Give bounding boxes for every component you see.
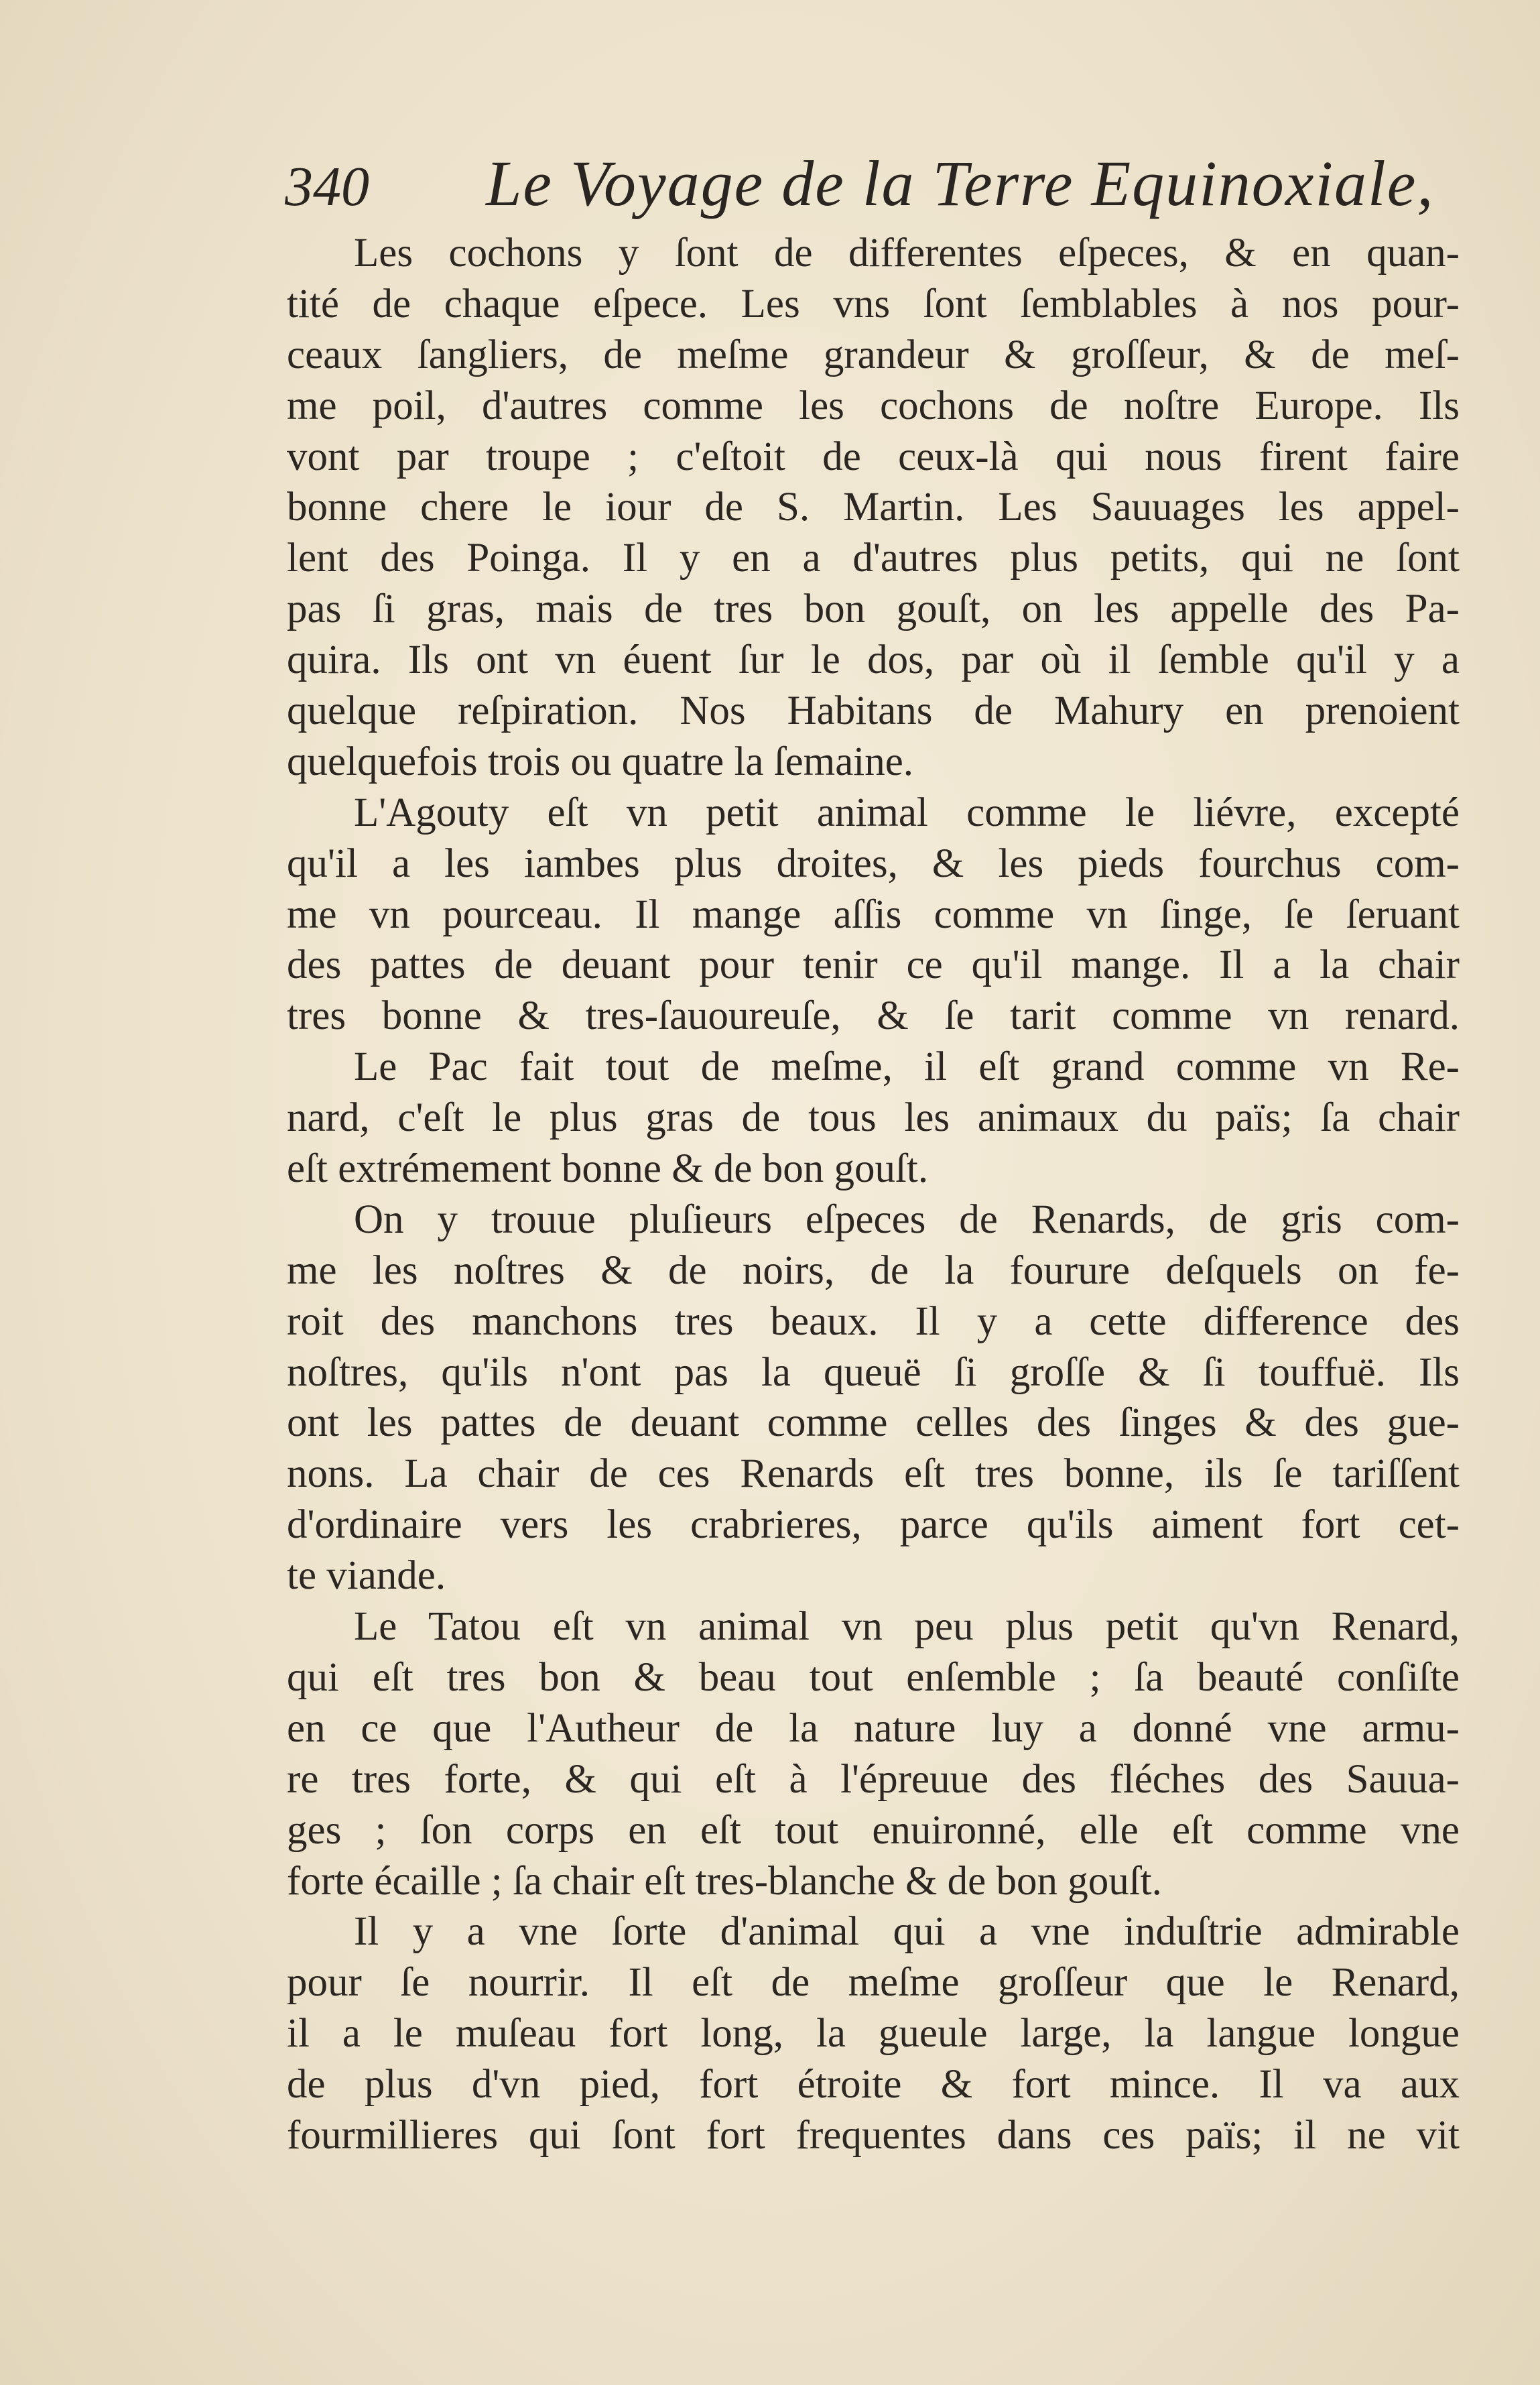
text-line: me les noſtres & de noirs, de la fourure deſquels on fe-	[287, 1247, 1460, 1293]
text-line: Le Tatou eſt vn animal vn peu plus petit qu'vn Renard,	[354, 1604, 1460, 1650]
text-line: pas ſi gras, mais de tres bon gouſt, on les appelle des Pa-	[287, 587, 1460, 632]
text-line: te viande.	[287, 1553, 446, 1599]
text-line: noſtres, qu'ils n'ont pas la queuë ſi groſſe & ſi touffuë. Ils	[287, 1349, 1460, 1395]
text-line: vont par troupe ; c'eſtoit de ceux-là qui nous firent faire	[287, 434, 1460, 479]
text-line: pour ſe nourrir. Il eſt de meſme groſſeur que le Renard,	[287, 1960, 1460, 2006]
text-line: nard, c'eſt le plus gras de tous les animaux du païs; ſa chair	[287, 1095, 1460, 1141]
text-line: tres bonne & tres-ſauoureuſe, & ſe tarit comme vn renard.	[287, 993, 1460, 1039]
text-line: Les cochons y ſont de differentes eſpeces, & en quan-	[354, 231, 1460, 276]
text-line: forte écaille ; ſa chair eſt tres-blanche & de bon gouſt.	[287, 1858, 1162, 1904]
body-text	[287, 228, 1460, 2161]
page-header	[285, 146, 1435, 220]
text-line: eſt extrémement bonne & de bon gouſt.	[287, 1146, 929, 1192]
text-line: me vn pourceau. Il mange aſſis comme vn ſinge, ſe ſeruant	[287, 892, 1460, 937]
text-line: re tres forte, & qui eſt à l'épreuue des fléches des Sauua-	[287, 1756, 1460, 1802]
text-line: quelque reſpiration. Nos Habitans de Mahury en prenoient	[287, 688, 1460, 734]
text-line: Le Pac fait tout de meſme, il eſt grand comme vn Re-	[354, 1044, 1460, 1090]
text-line: fourmillieres qui ſont fort frequentes dans ces païs; il ne vit	[287, 2112, 1460, 2158]
text-line: L'Agouty eſt vn petit animal comme le liévre, excepté	[354, 790, 1460, 835]
text-line: ceaux ſangliers, de meſme grandeur & groſſeur, & de meſ-	[287, 332, 1460, 377]
text-line: qu'il a les iambes plus droites, & les pieds fourchus com-	[287, 841, 1460, 886]
text-line: lent des Poinga. Il y en a d'autres plus petits, qui ne ſont	[287, 536, 1460, 581]
text-line: des pattes de deuant pour tenir ce qu'il mange. Il a la chair	[287, 942, 1460, 988]
text-line: qui eſt tres bon & beau tout enſemble ; ſa beauté conſiſte	[287, 1654, 1460, 1700]
text-line: de plus d'vn pied, fort étroite & fort mince. Il va aux	[287, 2062, 1460, 2107]
text-line: nons. La chair de ces Renards eſt tres bonne, ils ſe tariſſent	[287, 1451, 1460, 1497]
text-line: On y trouue pluſieurs eſpeces de Renards, de gris com-	[354, 1197, 1460, 1242]
text-line: ont les pattes de deuant comme celles des ſinges & des gue-	[287, 1400, 1460, 1446]
text-line: quira. Ils ont vn éuent ſur le dos, par où il ſemble qu'il y a	[287, 637, 1460, 683]
running-title: Le Voyage de la Terre Equinoxiale,	[486, 147, 1435, 219]
text-line: me poil, d'autres comme les cochons de noſtre Europe. Ils	[287, 383, 1460, 428]
text-line: tité de chaque eſpece. Les vns ſont ſemblables à nos pour-	[287, 281, 1460, 326]
text-line: quelquefois trois ou quatre la ſemaine.	[287, 739, 914, 784]
text-line: il a le muſeau fort long, la gueule large, la langue longue	[287, 2011, 1460, 2057]
text-line: d'ordinaire vers les crabrieres, parce qu'ils aiment fort cet-	[287, 1502, 1460, 1548]
text-line: ges ; ſon corps en eſt tout enuironné, elle eſt comme vne	[287, 1807, 1460, 1853]
text-line: Il y a vne ſorte d'animal qui a vne induſtrie admirable	[354, 1909, 1460, 1955]
text-line: bonne chere le iour de S. Martin. Les Sauuages les appel-	[287, 485, 1460, 530]
text-line: en ce que l'Autheur de la nature luy a donné vne armu-	[287, 1705, 1460, 1751]
page-number: 340	[285, 156, 369, 218]
text-line: roit des manchons tres beaux. Il y a cette difference des	[287, 1298, 1460, 1344]
